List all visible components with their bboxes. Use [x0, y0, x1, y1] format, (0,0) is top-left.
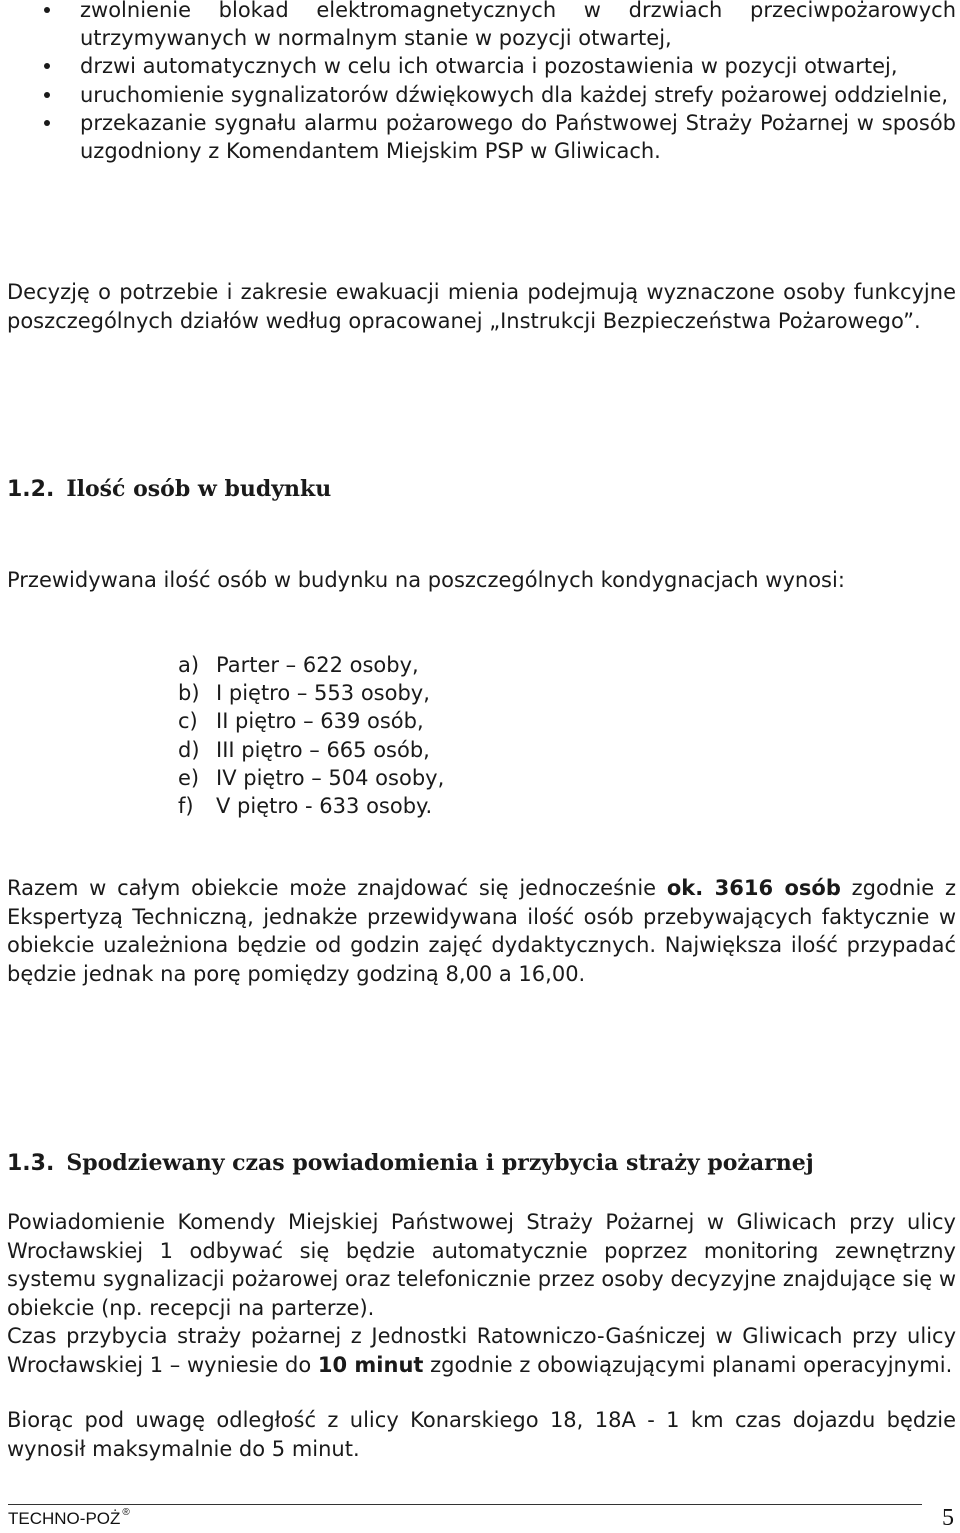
summary-text-end: zgodnie z Ekspertyzą Techniczną, jednakże przewidywana ilość osób przebywających faktycznie w obiekcie uzależniona będzie od godzin zajęć dydaktycznych. Największa ilość przypadać będzie jednak na porę pomiędzy godziną 8,00 a 16,00.: [7, 876, 957, 986]
floor-text: II piętro – 639 osób,: [216, 709, 424, 734]
section-heading-1-2: [7, 476, 331, 502]
floor-letter: c): [178, 709, 198, 734]
bullet-item: [0, 109, 956, 165]
page-number: 5: [942, 1505, 954, 1531]
floor-letter: a): [178, 653, 200, 677]
footer-company: [8, 1509, 130, 1529]
bullet-item: [0, 52, 956, 80]
floor-item: [178, 792, 444, 820]
section-title: Ilość osób w budynku: [66, 476, 332, 502]
bullet-item: [0, 0, 956, 52]
floor-item: [178, 764, 444, 792]
floor-text: V piętro - 633 osoby.: [216, 794, 433, 819]
floor-letter: d): [178, 737, 200, 762]
floor-text: IV piętro – 504 osoby,: [216, 765, 445, 790]
floor-text: I piętro – 553 osoby,: [216, 681, 430, 706]
bullet-icon: [44, 63, 50, 69]
bullet-text: uruchomienie sygnalizatorów dźwiękowych dla każdej strefy pożarowej oddzielnie,: [80, 82, 949, 107]
arrival-time-value: 10 minut: [317, 1352, 424, 1377]
bullet-icon: [44, 7, 50, 13]
bullet-text: zwolnienie blokad elektromagnetycznych w drzwiach przeciwpożarowych utrzymywanych w normalnym stanie w pozycji otwartej,: [80, 0, 956, 51]
summary-total-persons: ok. 3616 osób: [666, 876, 841, 900]
evacuation-paragraph: Decyzję o potrzebie i zakresie ewakuacji mienia podejmują wyznaczone osoby funkcyjne poszczególnych działów według opracowanej „Instrukcji Bezpieczeństwa Pożarowego”.: [7, 280, 956, 333]
bullet-icon: [44, 92, 50, 98]
section-number: 1.3.: [7, 1151, 55, 1176]
arrival-time-paragraph: [7, 1322, 956, 1379]
floor-text: III piętro – 665 osób,: [216, 737, 430, 762]
summary-text-start: Razem w całym obiekcie może znajdować się jednocześnie: [7, 876, 667, 900]
floor-letter: e): [178, 765, 200, 790]
footer-divider: [8, 1504, 922, 1505]
bullet-list: [0, 0, 956, 165]
floor-item: [178, 679, 444, 707]
arrival-text-start: Czas przybycia straży pożarnej z Jednostki Ratowniczo-Gaśniczej w Gliwicach przy ulicy Wrocławskiej 1 – wyniesie do: [7, 1324, 956, 1377]
notification-paragraph: Powiadomienie Komendy Miejskiej Państwowej Straży Pożarnej w Gliwicach przy ulicy Wrocławskiej 1 odbywać się będzie automatycznie poprzez monitoring zewnętrzny systemu sygnalizacji pożarowej oraz telefonicznie przez osoby decyzyjne znajdujące się w obiekcie (np. recepcji na parterze).: [7, 1210, 956, 1320]
section-number: 1.2.: [7, 477, 55, 502]
floor-letter: f): [178, 794, 194, 819]
floor-text: Parter – 622 osoby,: [216, 653, 419, 677]
section-title: Spodziewany czas powiadomienia i przybycia straży pożarnej: [66, 1150, 814, 1176]
summary-paragraph: [7, 874, 956, 988]
bullet-icon: [44, 120, 50, 126]
registered-mark: ®: [122, 1507, 130, 1518]
persons-intro: Przewidywana ilość osób w budynku na poszczególnych kondygnacjach wynosi:: [7, 568, 845, 592]
bullet-item: [0, 81, 956, 109]
arrival-text-end: zgodnie z obowiązującymi planami operacyjnymi.: [423, 1352, 953, 1377]
floor-item: [178, 736, 444, 764]
floor-item: [178, 651, 444, 679]
bullet-text: przekazanie sygnału alarmu pożarowego do Państwowej Straży Pożarnej w sposób uzgodniony z Komendantem Miejskim PSP w Gliwicach.: [80, 110, 956, 164]
footer-company-name: TECHNO-POŻ: [8, 1509, 121, 1528]
floor-item: [178, 707, 444, 735]
floor-letter: b): [178, 681, 200, 706]
floor-list: [178, 651, 444, 820]
distance-paragraph: Biorąc pod uwagę odległość z ulicy Konarskiego 18, 18A - 1 km czas dojazdu będzie wynosił maksymalnie do 5 minut.: [7, 1408, 956, 1461]
section-heading-1-3: [7, 1150, 814, 1176]
bullet-text: drzwi automatycznych w celu ich otwarcia i pozostawienia w pozycji otwartej,: [80, 54, 898, 79]
